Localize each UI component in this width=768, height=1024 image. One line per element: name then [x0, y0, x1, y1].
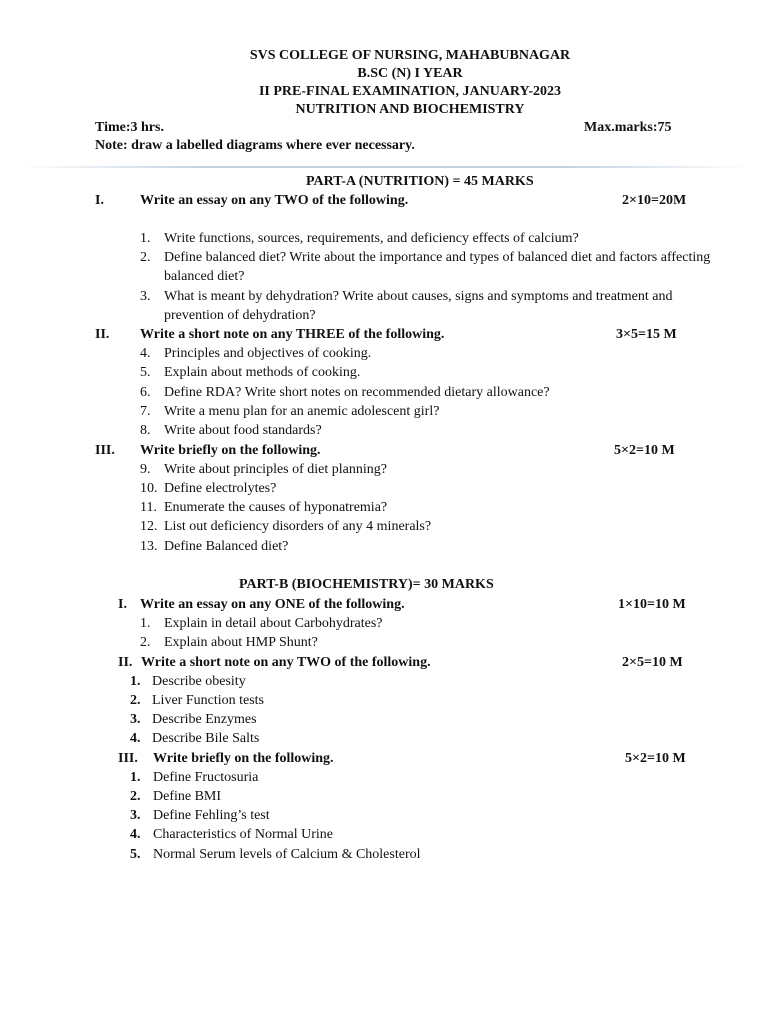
question-number: 11. — [140, 500, 157, 515]
question-number: 1. — [140, 231, 151, 246]
question-text: Explain in detail about Carbohydrates? — [164, 616, 383, 631]
section-heading: Write an essay on any TWO of the following. — [140, 193, 409, 208]
question-text: Principles and objectives of cooking. — [164, 346, 372, 361]
question-text: Define balanced diet? Write about the importance and types of balanced diet and factors affecting balanced diet? — [164, 250, 711, 284]
note-text: Note: draw a labelled diagrams where ever necessary. — [95, 138, 415, 153]
section-marks: 2×5=10 M — [622, 655, 683, 670]
question-text: Define RDA? Write short notes on recommended dietary allowance? — [164, 385, 550, 400]
question-number: 8. — [140, 423, 151, 438]
question-number: 9. — [140, 462, 151, 477]
question-text: Normal Serum levels of Calcium & Cholesterol — [153, 847, 421, 862]
question-number: 7. — [140, 404, 151, 419]
section-heading: Write briefly on the following. — [140, 443, 321, 458]
college-name: SVS COLLEGE OF NURSING, MAHABUBNAGAR — [249, 48, 571, 63]
exam-name: II PRE-FINAL EXAMINATION, JANUARY-2023 — [258, 84, 562, 99]
question-text: Write functions, sources, requirements, and deficiency effects of calcium? — [164, 231, 579, 246]
question-text: Explain about HMP Shunt? — [164, 635, 318, 650]
question-text: Define electrolytes? — [164, 481, 277, 496]
question-text: List out deficiency disorders of any 4 minerals? — [164, 519, 432, 534]
section-roman: II. — [118, 655, 133, 670]
question-number: 2. — [130, 693, 141, 708]
section-marks: 5×2=10 M — [614, 443, 675, 458]
question-text: Write about principles of diet planning? — [164, 462, 387, 477]
question-number: 13. — [140, 539, 158, 554]
section-marks: 1×10=10 M — [618, 597, 686, 612]
section-marks: 3×5=15 M — [616, 327, 677, 342]
time-label: Time:3 hrs. — [95, 120, 164, 135]
question-text: Define Fructosuria — [153, 770, 259, 785]
question-number: 1. — [130, 674, 141, 689]
max-marks-label: Max.marks:75 — [584, 120, 672, 135]
section-heading: Write a short note on any THREE of the following. — [140, 327, 445, 342]
question-text: Describe Bile Salts — [152, 731, 260, 746]
question-text: Define BMI — [153, 789, 222, 804]
question-text: Describe Enzymes — [152, 712, 257, 727]
section-marks: 2×10=20M — [622, 193, 687, 208]
question-number: 2. — [140, 250, 151, 265]
question-text: Characteristics of Normal Urine — [153, 827, 333, 842]
question-number: 10. — [140, 481, 158, 496]
question-text: Explain about methods of cooking. — [164, 365, 361, 380]
course-name: B.SC (N) I YEAR — [357, 66, 463, 81]
question-text: Enumerate the causes of hyponatremia? — [164, 500, 388, 515]
question-number: 3. — [130, 712, 141, 727]
question-text: Describe obesity — [152, 674, 246, 689]
subject-name: NUTRITION AND BIOCHEMISTRY — [295, 102, 525, 117]
section-roman: III. — [95, 443, 115, 458]
section-marks: 5×2=10 M — [625, 751, 686, 766]
question-number: 1. — [140, 616, 151, 631]
question-number: 5. — [130, 847, 141, 862]
question-text: Liver Function tests — [152, 693, 264, 708]
section-heading: Write briefly on the following. — [153, 751, 334, 766]
section-roman: III. — [118, 751, 138, 766]
question-number: 3. — [130, 808, 141, 823]
part-b-title: PART-B (BIOCHEMISTRY)= 30 MARKS — [239, 577, 494, 592]
question-number: 1. — [130, 770, 141, 785]
question-text: Define Fehling’s test — [153, 808, 270, 823]
question-text: Write a menu plan for an anemic adolescent girl? — [164, 404, 440, 419]
question-number: 6. — [140, 385, 151, 400]
question-number: 2. — [130, 789, 141, 804]
section-roman: II. — [95, 327, 110, 342]
question-number: 4. — [140, 346, 151, 361]
question-number: 4. — [130, 731, 141, 746]
header-divider — [20, 166, 750, 168]
question-number: 12. — [140, 519, 158, 534]
section-heading: Write a short note on any TWO of the following. — [141, 655, 431, 670]
question-number: 3. — [140, 289, 151, 304]
section-roman: I. — [118, 597, 127, 612]
question-number: 4. — [130, 827, 141, 842]
question-text: Write about food standards? — [164, 423, 322, 438]
section-heading: Write an essay on any ONE of the following. — [140, 597, 405, 612]
question-text: Define Balanced diet? — [164, 539, 289, 554]
question-number: 5. — [140, 365, 151, 380]
question-number: 2. — [140, 635, 151, 650]
part-a-title: PART-A (NUTRITION) = 45 MARKS — [306, 174, 534, 189]
question-text: What is meant by dehydration? Write about causes, signs and symptoms and treatment and prevention of dehydration? — [164, 289, 673, 323]
section-roman: I. — [95, 193, 104, 208]
